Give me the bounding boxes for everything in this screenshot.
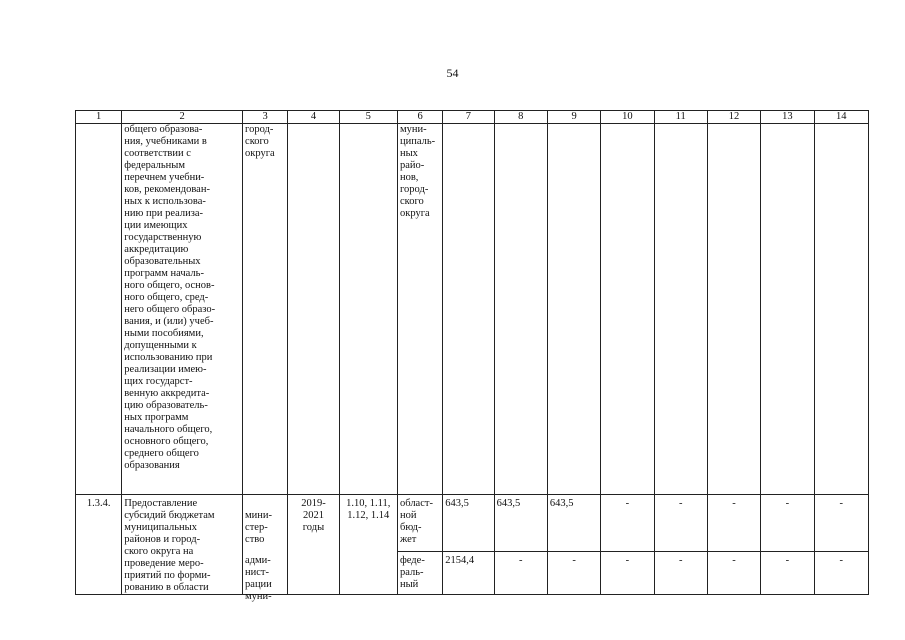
table-cell-description: общего образова- ния, учебниками в соответствии с федеральным перечнем учебни- ков, рекомендован- ных к использова- нию при реализа- ции имеющих государственную аккредитацию образовательных программ началь- ного общего, основ- ного общего, сред- него общего образо- вания, и (или) учеб- ными пособиями, допущенными к использованию при реализации имею- щих государст- венную аккредита- цию образователь- ных программ начального общего, основного общего, среднего общего образования	[122, 124, 243, 495]
funding-source: феде- раль- ный	[397, 551, 442, 594]
col-header-1: 1	[76, 111, 122, 124]
value-cell: -	[547, 551, 600, 594]
col-header-3: 3	[243, 111, 288, 124]
value-cell: -	[601, 495, 654, 552]
table-cell-source: муни- ципаль- ных райо- нов, город- ского округа	[397, 124, 442, 495]
table-cell	[443, 124, 494, 495]
table-cell	[494, 124, 547, 495]
col-header-10: 10	[601, 111, 654, 124]
table-cell	[654, 124, 707, 495]
table-row	[76, 495, 869, 552]
table-cell	[814, 124, 868, 495]
table-cell	[339, 124, 397, 495]
value-cell: 643,5	[547, 495, 600, 552]
col-header-7: 7	[443, 111, 494, 124]
col-header-13: 13	[761, 111, 814, 124]
executor-bottom: адми- нист- рации муни-	[245, 555, 272, 602]
table-cell	[547, 124, 600, 495]
table-cell	[76, 124, 122, 495]
table-cell	[707, 124, 760, 495]
value-cell: -	[601, 551, 654, 594]
header-row	[76, 111, 869, 124]
col-header-4: 4	[288, 111, 339, 124]
col-header-6: 6	[397, 111, 442, 124]
value-cell: 643,5	[443, 495, 494, 552]
item-executor	[243, 495, 288, 602]
item-description: Предоставление субсидий бюджетам муниципальных районов и город- ского округа на проведение меро- приятий по форми- рованию в области	[122, 495, 243, 595]
program-table	[75, 110, 869, 602]
table-cell	[601, 124, 654, 495]
value-cell: -	[654, 551, 707, 594]
value-cell: -	[707, 551, 760, 594]
col-header-11: 11	[654, 111, 707, 124]
value-cell: -	[761, 495, 814, 552]
value-cell: -	[707, 495, 760, 552]
table-row	[76, 124, 869, 495]
col-header-12: 12	[707, 111, 760, 124]
value-cell: 2154,4	[443, 551, 494, 594]
value-cell: -	[654, 495, 707, 552]
value-cell: -	[761, 551, 814, 594]
value-cell: 643,5	[494, 495, 547, 552]
col-header-8: 8	[494, 111, 547, 124]
value-cell: -	[814, 551, 868, 594]
value-cell: -	[494, 551, 547, 594]
page-number: 54	[446, 66, 459, 80]
col-header-9: 9	[547, 111, 600, 124]
table-cell	[761, 124, 814, 495]
table-cell	[288, 124, 339, 495]
item-indicators: 1.10, 1.11, 1.12, 1.14	[339, 495, 397, 595]
col-header-2: 2	[122, 111, 243, 124]
col-header-5: 5	[339, 111, 397, 124]
table-cell-executor: город- ского округа	[243, 124, 288, 495]
funding-source: област- ной бюд- жет	[397, 495, 442, 552]
col-header-14: 14	[814, 111, 868, 124]
item-number: 1.3.4.	[76, 495, 122, 595]
item-period: 2019- 2021 годы	[288, 495, 339, 595]
executor-top: мини- стер- ство	[245, 510, 273, 545]
value-cell: -	[814, 495, 868, 552]
